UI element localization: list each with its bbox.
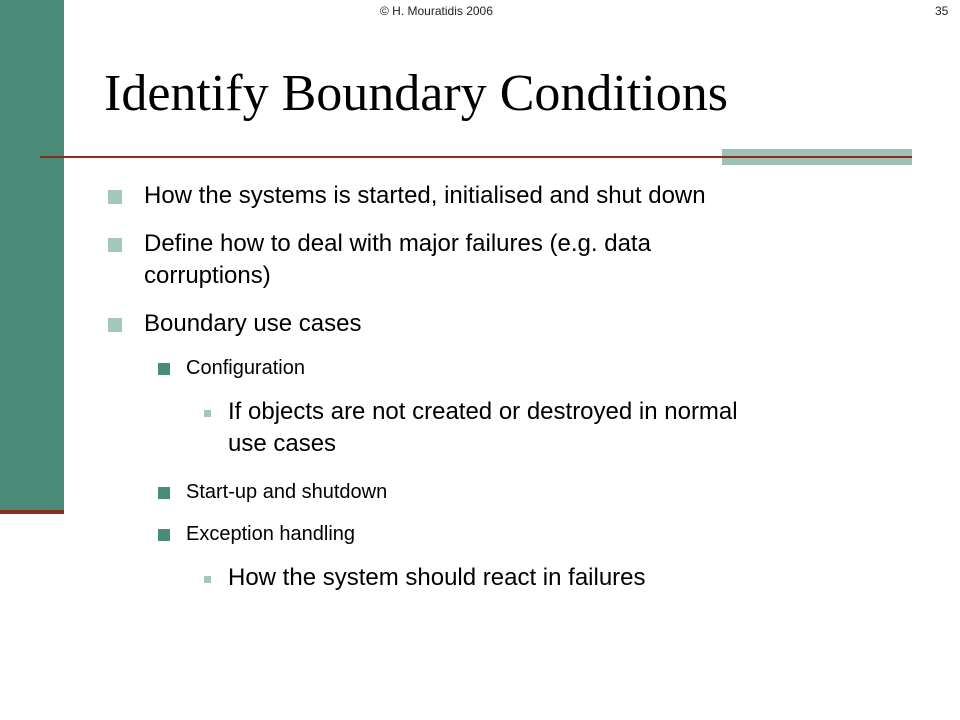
bullet-item [104,180,706,212]
bullet-item [104,228,651,292]
sub-sub-bullet-item [204,562,904,594]
title-rule [40,156,912,158]
bullet-text-line: Define how to deal with major failures (e.g. data [144,230,651,257]
square-bullet-icon [204,410,211,417]
sub-bullet-text: Start-up and shutdown [186,481,388,503]
page-number: 35 [935,4,949,18]
sub-sub-bullet-text-line: If objects are not created or destroyed in normal [228,398,738,425]
square-bullet-icon [108,238,122,252]
square-bullet-icon [158,529,170,541]
bullet-text: How the systems is started, initialised and shut down [144,182,706,209]
sub-bullet-item [158,521,355,547]
bullet-text-line: corruptions) [144,262,271,289]
bullet-text: Boundary use cases [144,310,362,337]
sub-sub-bullet-text: How the system should react in failures [228,564,646,591]
sub-bullet-item [158,479,387,505]
left-accent-underline [0,510,64,514]
sub-bullet-text: Exception handling [186,523,356,545]
square-bullet-icon [158,487,170,499]
copyright-notice: © H. Mouratidis 2006 [380,4,493,18]
sub-bullet-text: Configuration [186,357,305,379]
sub-sub-bullet-text-line: use cases [228,430,337,457]
sub-sub-bullet-item [204,396,904,460]
slide-title: Identify Boundary Conditions [104,65,728,122]
square-bullet-icon [204,576,211,583]
square-bullet-icon [108,190,122,204]
bullet-item [104,308,361,340]
square-bullet-icon [108,318,122,332]
left-accent-bar [0,0,64,512]
sub-bullet-item [158,355,305,381]
square-bullet-icon [158,363,170,375]
